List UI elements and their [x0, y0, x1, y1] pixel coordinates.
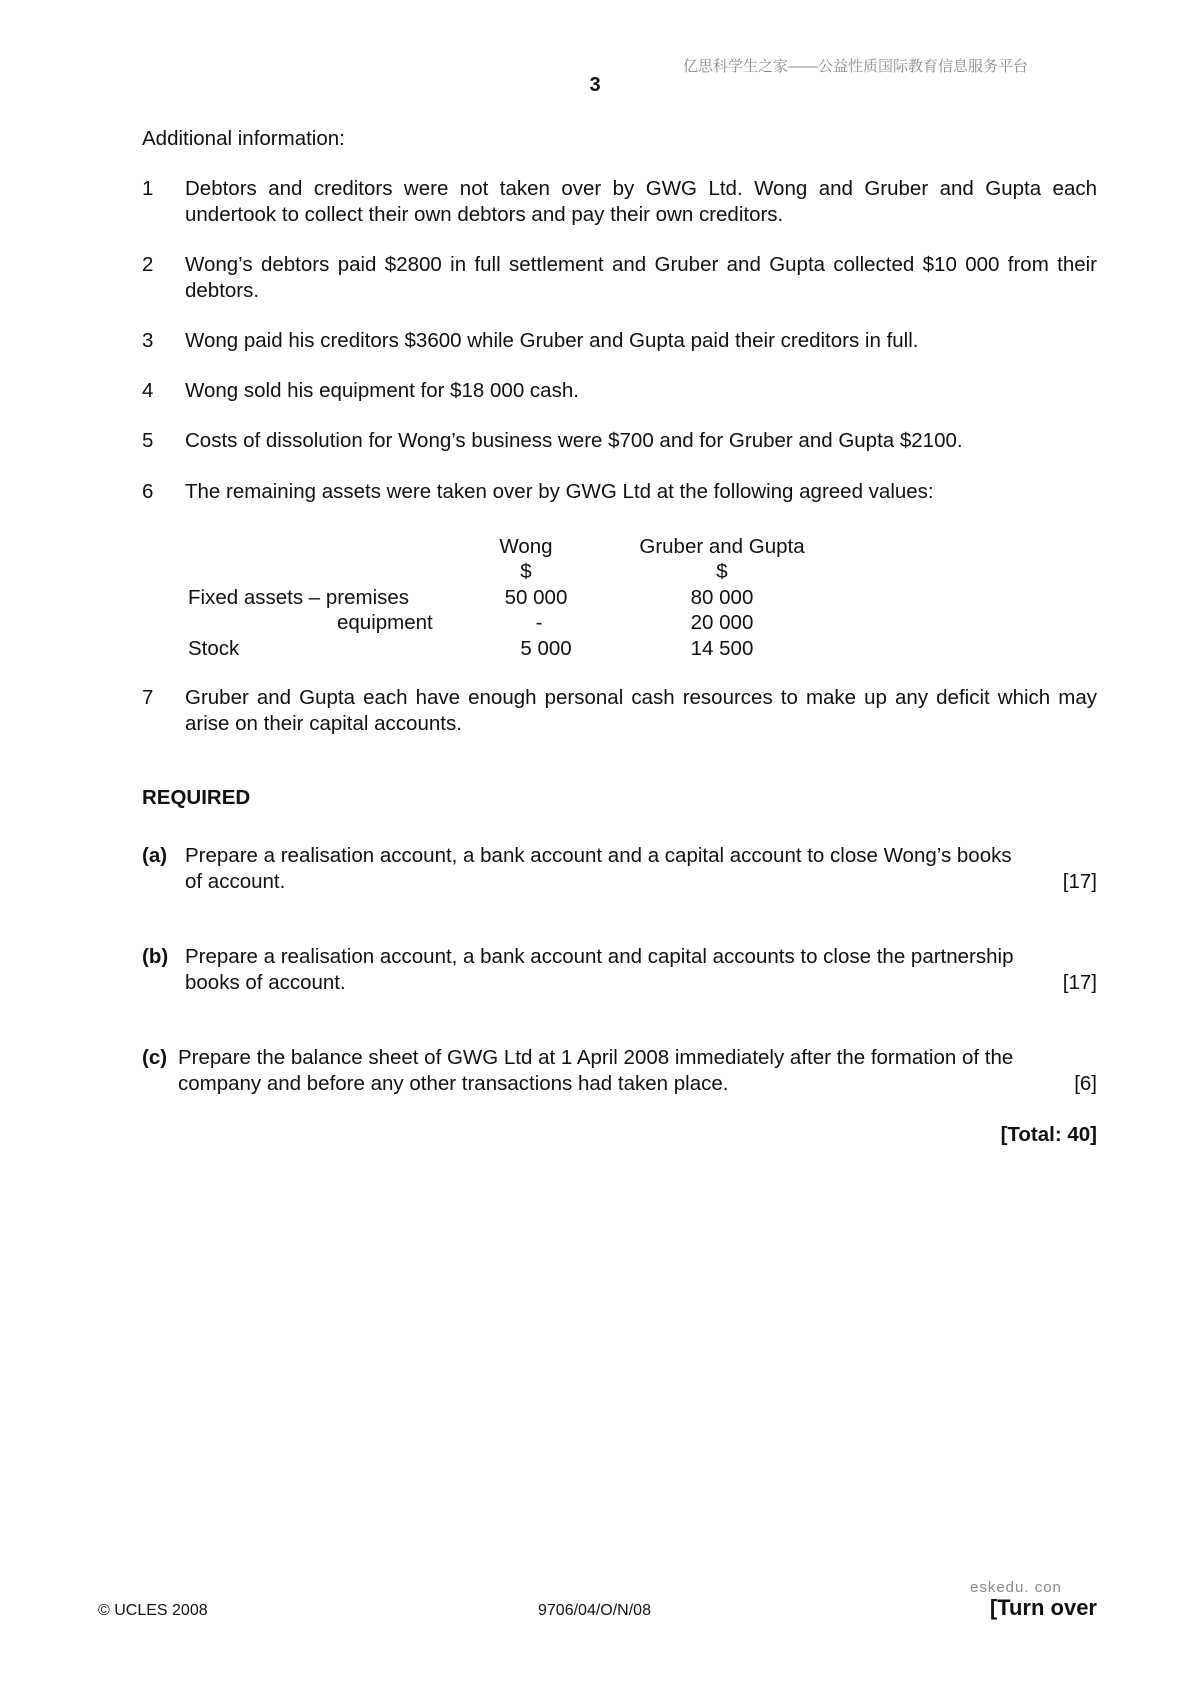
question-b: [142, 944, 1097, 996]
item-number: 7: [142, 686, 154, 709]
row-label-premises: Fixed assets – premises: [188, 586, 410, 609]
info-item-7: [142, 685, 1097, 737]
cell-wong-premises: 50 000: [504, 586, 568, 609]
footer-copyright: © UCLES 2008: [98, 1602, 208, 1619]
question-label: (b): [142, 945, 169, 968]
col-header-gruber-gupta: Gruber and Gupta: [639, 535, 805, 558]
cell-wong-equipment: -: [535, 611, 543, 634]
item-text: Wong paid his creditors $3600 while Gruber and Gupta paid their creditors in full.: [185, 329, 919, 352]
item-number: 5: [142, 429, 154, 452]
info-item-4: [142, 378, 1097, 404]
footer-code: 9706/04/O/N/08: [538, 1602, 651, 1619]
cell-gg-premises: 80 000: [690, 586, 754, 609]
item-number: 6: [142, 480, 154, 503]
item-text: Wong sold his equipment for $18 000 cash.: [185, 379, 579, 402]
item-number: 1: [142, 177, 154, 200]
unit-gruber-gupta: $: [716, 560, 728, 583]
question-label: (c): [142, 1046, 168, 1069]
item-number: 3: [142, 329, 154, 352]
question-marks: [17]: [1062, 971, 1097, 994]
question-marks: [6]: [1074, 1072, 1097, 1095]
question-a: [142, 843, 1097, 895]
question-c: [142, 1045, 1097, 1097]
question-line2: company and before any other transactions had taken place.: [178, 1072, 729, 1095]
question-line2: of account.: [185, 870, 286, 893]
info-item-3: [142, 328, 1097, 354]
item-number: 2: [142, 253, 154, 276]
intro-heading: Additional information:: [142, 127, 345, 150]
info-item-6: [142, 479, 1097, 505]
info-item-1: [142, 176, 1097, 228]
turn-over-label: [Turn over: [989, 1595, 1097, 1620]
info-item-2: [142, 252, 1097, 304]
item-text: Costs of dissolution for Wong’s business were $700 and for Gruber and Gupta $2100.: [185, 429, 963, 452]
unit-wong: $: [520, 560, 532, 583]
item-text: Wong’s debtors paid $2800 in full settlement and Gruber and Gupta collected $10 000 from their debtors.: [185, 253, 1097, 302]
question-line1: Prepare a realisation account, a bank account and a capital account to close Wong’s books: [185, 844, 1012, 867]
row-label-equipment: equipment: [337, 611, 433, 634]
cell-gg-stock: 14 500: [690, 637, 754, 660]
question-marks: [17]: [1062, 870, 1097, 893]
info-item-5: [142, 428, 1097, 454]
watermark-footer: eskedu. con: [970, 1579, 1062, 1596]
item-number: 4: [142, 379, 154, 402]
item-text: Gruber and Gupta each have enough personal cash resources to make up any deficit which may arise on their capital accounts.: [185, 686, 1097, 735]
col-header-wong: Wong: [499, 535, 553, 558]
cell-wong-stock: 5 000: [520, 637, 572, 660]
watermark-header: 亿思科学生之家——公益性质国际教育信息服务平台: [683, 58, 1029, 75]
item-text: Debtors and creditors were not taken over by GWG Ltd. Wong and Gruber and Gupta each undertook to collect their own debtors and pay their own creditors.: [185, 177, 1097, 226]
question-line2: books of account.: [185, 971, 346, 994]
question-label: (a): [142, 844, 168, 867]
required-heading: REQUIRED: [142, 786, 251, 809]
question-line1: Prepare a realisation account, a bank account and capital accounts to close the partnership: [185, 945, 1014, 968]
page-number: 3: [589, 74, 601, 96]
question-line1: Prepare the balance sheet of GWG Ltd at 1 April 2008 immediately after the formation of the: [178, 1046, 1014, 1069]
total-marks: [Total: 40]: [1000, 1123, 1097, 1146]
cell-gg-equipment: 20 000: [690, 611, 754, 634]
item-text: The remaining assets were taken over by GWG Ltd at the following agreed values:: [185, 480, 934, 503]
agreed-values-table: [186, 534, 846, 664]
row-label-stock: Stock: [188, 637, 240, 660]
